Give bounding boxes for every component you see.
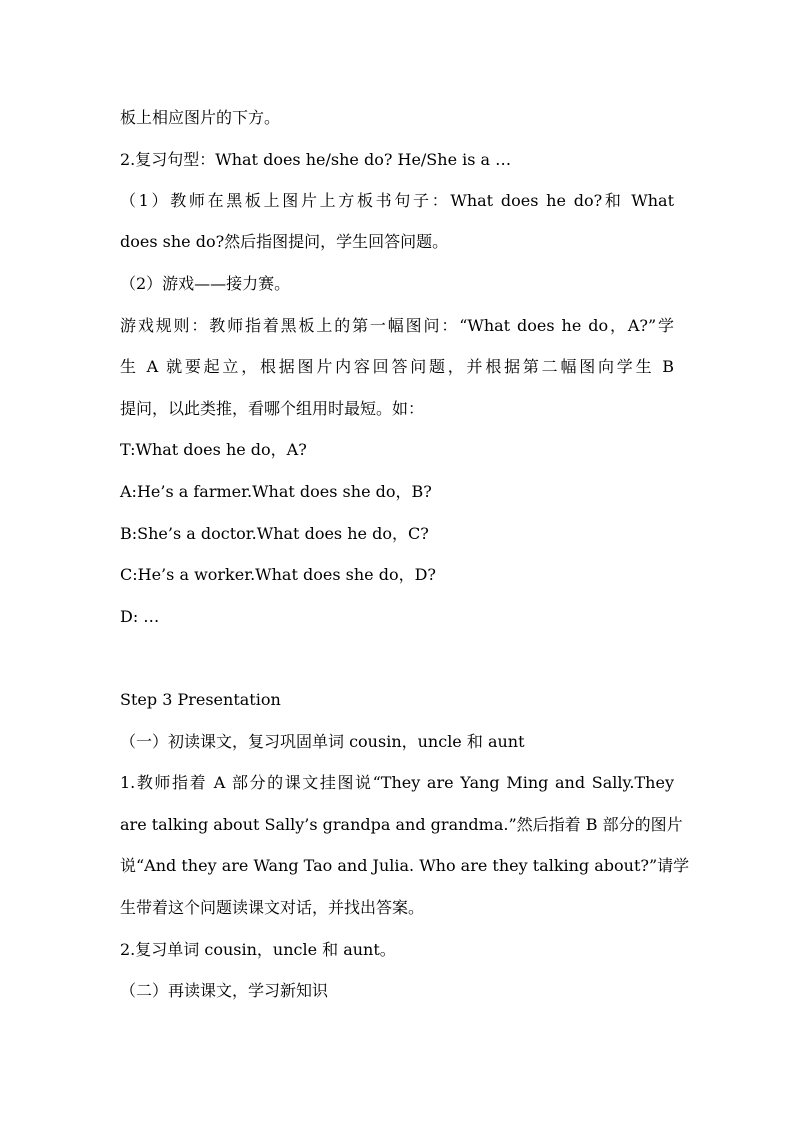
text-line: （二）再读课文，学习新知识 (120, 981, 329, 1000)
text-line: （2）游戏——接力赛。 (120, 274, 291, 293)
text-line: 提问，以此类推，看哪个组用时最短。如： (120, 399, 425, 418)
text-line: 生 A 就要起立，根据图片内容回答问题，并根据第二幅图向学生 B (120, 357, 674, 376)
text-line: D: … (120, 607, 160, 626)
text-line: （一）初读课文，复习巩固单词 cousin，uncle 和 aunt (120, 732, 525, 751)
text-line: 游戏规则：教师指着黑板上的第一幅图问：“What does he do，A?”学 (120, 316, 674, 335)
text-line: T:What does he do，A? (120, 440, 307, 459)
text-line: 2.复习句型：What does he/she do? He/She is a … (120, 150, 512, 169)
text-line: 1.教师指着 A 部分的课文挂图说“They are Yang Ming and Sally.They (120, 773, 674, 792)
text-line: are talking about Sally’s grandpa and grandma.”然后指着 B 部分的图片 (120, 815, 683, 834)
text-line: C:He’s a worker.What does she do，D? (120, 565, 436, 584)
section-heading: Step 3 Presentation (120, 690, 281, 709)
text-line: A:He’s a farmer.What does she do，B? (120, 482, 432, 501)
text-line: （1）教师在黑板上图片上方板书句子：What does he do?和 What (120, 191, 674, 210)
text-line: 说“And they are Wang Tao and Julia. Who are they talking about?”请学 (120, 856, 690, 875)
text-line: does she do?然后指图提问，学生回答问题。 (120, 232, 449, 251)
text-line: 板上相应图片的下方。 (120, 108, 281, 127)
text-line: 生带着这个问题读课文对话，并找出答案。 (120, 898, 425, 917)
text-line: 2.复习单词 cousin，uncle 和 aunt。 (120, 940, 396, 959)
text-line: B:She’s a doctor.What does he do，C? (120, 524, 429, 543)
